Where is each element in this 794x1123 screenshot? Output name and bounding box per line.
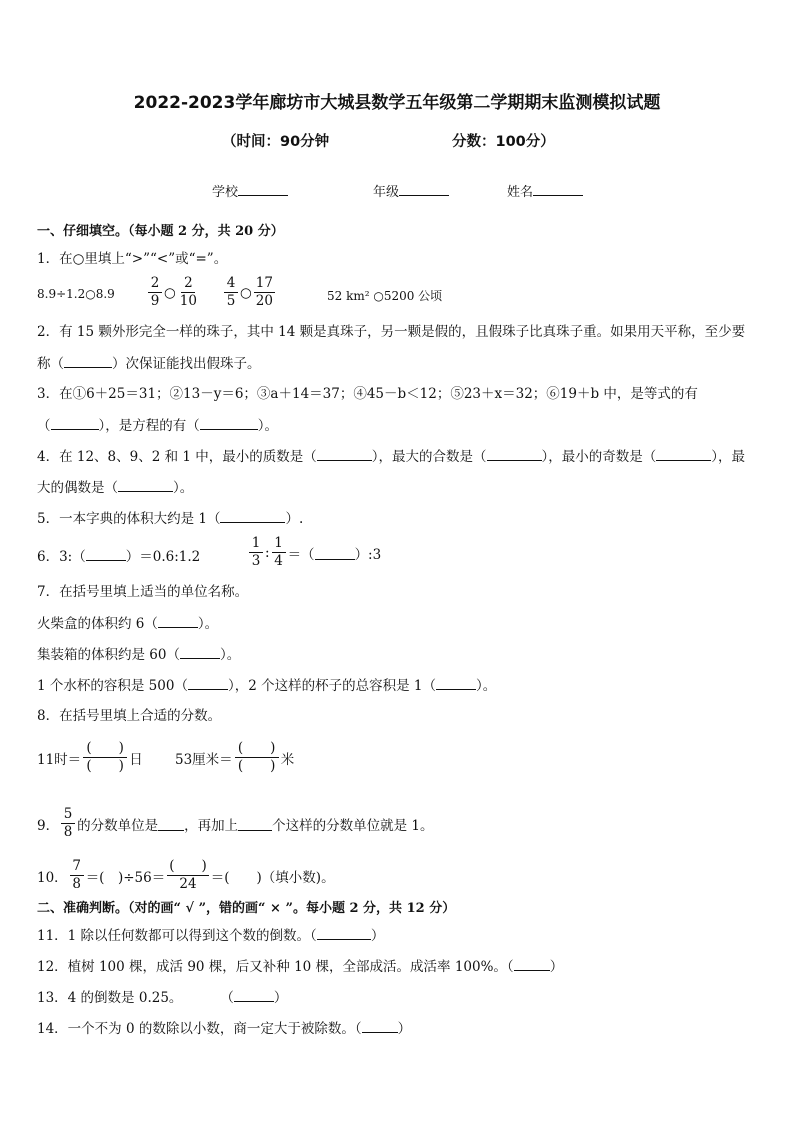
q6-text: ）＝0.6:1.2 (125, 549, 201, 565)
q10-text[interactable]: ＝( )（填小数)。 (210, 869, 335, 886)
exam-time: （时间：90分钟 (222, 134, 330, 150)
q14-text: 14．一个不为 0 的数除以小数，商一定大于被除数。（ (37, 1021, 362, 1037)
question-4-line-1 (37, 447, 745, 466)
fraction-denominator: 3 (251, 553, 261, 569)
fraction-denominator: 5 (226, 293, 236, 309)
fraction-numerator-blank[interactable]: ( ) (235, 740, 279, 758)
fraction-denominator: 8 (63, 824, 73, 840)
q1-compare-a: 8.9÷1.2○8.9 (37, 287, 115, 301)
q13-text: 13．4 的倒数是 0.25。 (37, 990, 183, 1006)
compare-circle[interactable]: ○ (164, 284, 176, 301)
question-9 (37, 806, 433, 841)
q4-odd-blank[interactable] (656, 447, 711, 461)
question-2-line-2 (37, 354, 261, 373)
q13-text: ） (273, 990, 288, 1006)
q6-text: ＝（ (287, 546, 315, 563)
q7-line-1 (37, 614, 218, 633)
fraction-denominator-blank[interactable]: ( ) (86, 758, 124, 774)
q6-blank-1[interactable] (86, 547, 126, 561)
question-2-line-1: 2．有 15 颗外形完全一样的珠子，其中 14 颗是真珠子，另一颗是假的，且假珠子比真珠子重。如果用天平称，至少要 (37, 324, 746, 340)
q10-number: 10． (37, 869, 68, 886)
q9-text: ，再加上 (184, 817, 239, 834)
q7-text: ）。 (219, 647, 241, 663)
fraction-numerator: 17 (255, 275, 273, 291)
section-1-heading: 一、仔细填空。（每小题 2 分，共 20 分） (37, 224, 284, 239)
q14-text: ） (397, 1021, 412, 1037)
question-6-a (37, 545, 200, 565)
grade-label: 年级 (373, 185, 400, 200)
q12-judge-blank[interactable] (514, 957, 550, 971)
name-label: 姓名 (507, 185, 534, 200)
q8-item-a (37, 740, 143, 775)
fraction-denominator-blank[interactable]: ( ) (237, 758, 276, 774)
q13-judge-blank[interactable] (234, 988, 274, 1002)
q3-text: ），是方程的有（ (98, 418, 200, 434)
q3-formula-blank[interactable] (200, 416, 258, 430)
question-8: 8．在括号里填上合适的分数。 (37, 708, 222, 724)
ratio-colon: : (265, 544, 270, 561)
fraction-denominator: 4 (274, 553, 283, 569)
q8-text: 米 (280, 751, 295, 768)
school-label: 学校 (212, 185, 239, 200)
q9-text: 的分数单位是 (77, 817, 159, 834)
q7-blank-2[interactable] (180, 645, 220, 659)
question-3-line-2 (37, 416, 278, 435)
q4-composite-blank[interactable] (487, 447, 542, 461)
q4-prime-blank[interactable] (317, 447, 372, 461)
question-3-line-1: 3．在①6＋25＝31；②13－y＝6；③a＋14＝37；④45－b＜12；⑤23＋x＝32；⑥19＋b 中，是等式的有 (37, 386, 698, 402)
q2-text: 称（ (37, 356, 64, 372)
exam-score: 分数：100分） (452, 134, 555, 150)
q1-compare-b (146, 275, 201, 310)
fraction-numerator: 4 (224, 275, 238, 293)
fraction-numerator: 2 (148, 275, 162, 293)
question-12 (37, 957, 563, 976)
name-blank[interactable] (533, 182, 583, 196)
grade-blank[interactable] (399, 182, 449, 196)
q8-item-b (175, 740, 294, 775)
q10-text[interactable]: ＝( )÷56＝ (85, 869, 166, 886)
q7-text: 集装箱的体积约是 60（ (37, 647, 180, 663)
school-blank[interactable] (238, 182, 288, 196)
q11-judge-blank[interactable] (317, 926, 371, 940)
q7-text: ），2 个这样的杯子的总容积是 1（ (227, 678, 436, 694)
question-13 (37, 988, 287, 1007)
fraction-numerator: 1 (272, 535, 286, 553)
question-4-line-2 (37, 478, 193, 497)
q9-text: 个这样的分数单位就是 1。 (272, 817, 434, 834)
fraction-numerator-blank[interactable]: ( ) (169, 858, 207, 874)
q9-blank-1[interactable] (158, 817, 184, 831)
q8-text: 日 (129, 751, 143, 768)
fraction-denominator: 10 (179, 293, 197, 309)
q7-line-3 (37, 676, 496, 695)
q7-text: 火柴盒的体积约 6（ (37, 616, 158, 632)
q4-text: ），最 (711, 449, 746, 465)
q2-answer-blank[interactable] (64, 354, 112, 368)
fraction-numerator: 1 (249, 535, 263, 553)
q9-blank-2[interactable] (238, 817, 272, 831)
fraction-numerator-blank[interactable]: ( ) (83, 740, 127, 758)
q3-equation-blank[interactable] (51, 416, 99, 430)
q12-text: 12．植树 100 棵，成活 90 棵，后又补种 10 棵，全部成活。成活率 100%。（ (37, 959, 514, 975)
q5-text: ）. (285, 511, 304, 527)
q7-blank-4[interactable] (436, 676, 476, 690)
q8-text: 53厘米＝ (175, 751, 233, 768)
q11-text: ） (370, 928, 385, 944)
fraction-numerator: 2 (181, 275, 195, 293)
q4-even-blank[interactable] (118, 478, 173, 492)
section-2-heading: 二、准确判断。（对的画“ √ ”，错的画“ × ”。每小题 2 分，共 12 分） (37, 901, 456, 916)
q6-text: ）:3 (354, 546, 382, 563)
q5-text: 5．一本字典的体积大约是 1（ (37, 511, 221, 527)
fraction-numerator: 7 (70, 858, 84, 876)
q6-blank-2[interactable] (315, 546, 355, 560)
q13-text: （ (220, 990, 234, 1006)
q7-text: 1 个水杯的容积是 500（ (37, 678, 188, 694)
q6-text: 6．3:（ (37, 549, 86, 565)
q4-text: ），最小的奇数是（ (541, 449, 657, 465)
q12-text: ） (549, 959, 564, 975)
fraction-denominator: 20 (255, 293, 273, 309)
q1-compare-d: 52 km² ○5200 公顷 (327, 289, 443, 303)
q7-text: ）。 (197, 616, 219, 632)
q3-text: ）。 (257, 418, 278, 434)
q4-text: ），最大的合数是（ (371, 449, 487, 465)
fraction-denominator: 24 (179, 876, 197, 892)
q1-compare-c (222, 275, 277, 310)
page-title: 2022-2023学年廊坊市大城县数学五年级第二学期期末监测模拟试题 (133, 93, 661, 113)
q7-line-2 (37, 645, 240, 664)
question-6-b (247, 535, 381, 570)
q3-text: （ (37, 418, 51, 434)
question-7: 7．在括号里填上适当的单位名称。 (37, 584, 249, 600)
name-field (507, 181, 583, 200)
q4-text: 大的偶数是（ (37, 480, 118, 496)
q5-unit-blank[interactable] (220, 509, 285, 523)
q7-blank-1[interactable] (158, 614, 198, 628)
question-5 (37, 509, 303, 528)
fraction-denominator: 9 (150, 293, 160, 309)
q14-judge-blank[interactable] (362, 1019, 398, 1033)
q7-blank-3[interactable] (188, 676, 228, 690)
school-field (212, 181, 288, 200)
q9-number: 9． (37, 817, 60, 834)
q11-text: 11．1 除以任何数都可以得到这个数的倒数。（ (37, 928, 317, 944)
fraction-denominator: 8 (72, 876, 81, 892)
compare-circle[interactable]: ○ (240, 284, 252, 301)
question-10 (37, 858, 335, 893)
q4-text: ）。 (173, 480, 194, 496)
question-1: 1．在○里填上“>”“<”或“=”。 (37, 251, 228, 267)
question-14 (37, 1019, 411, 1038)
q8-text: 11时＝ (37, 751, 82, 768)
q7-text: ）。 (475, 678, 497, 694)
question-11 (37, 926, 384, 945)
q2-text: ）次保证能找出假珠子。 (112, 356, 261, 372)
q4-text: 4．在 12、8、9、2 和 1 中，最小的质数是（ (37, 449, 317, 465)
grade-field (373, 181, 449, 200)
fraction-numerator: 5 (61, 806, 75, 824)
